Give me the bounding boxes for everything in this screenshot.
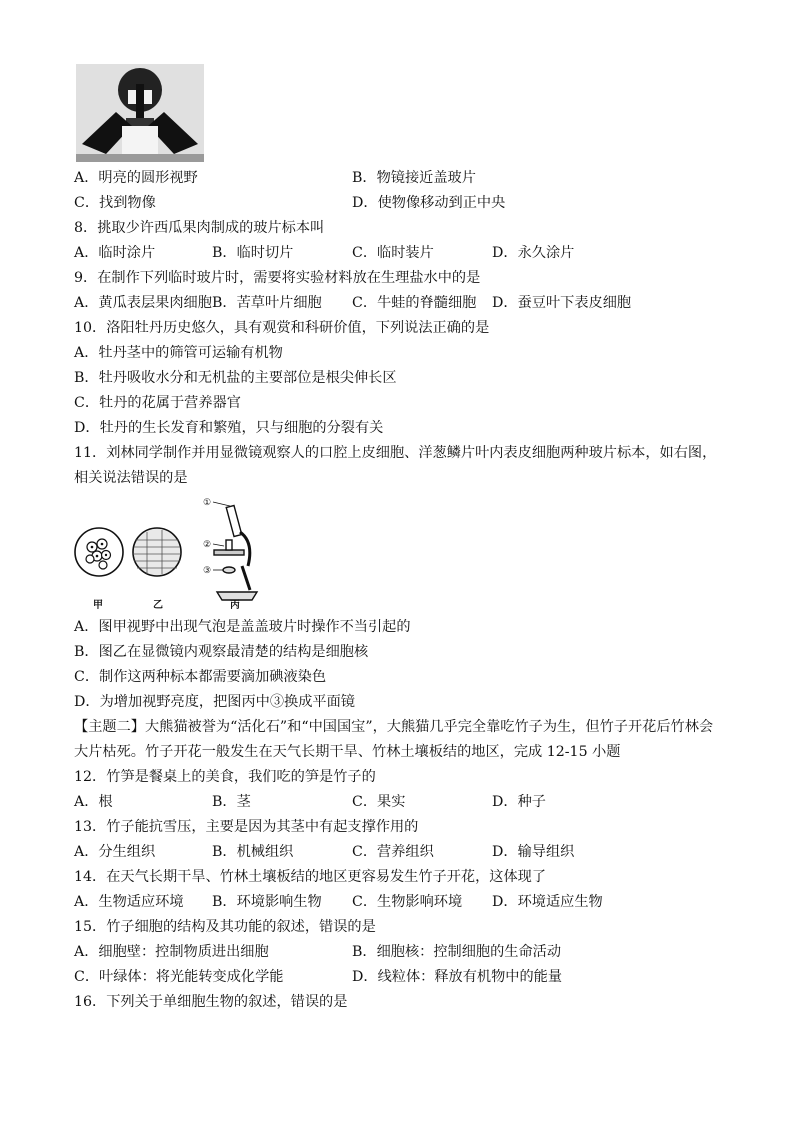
q14-stem: 14．在天气长期干旱、竹林土壤板结的地区更容易发生竹子开花，这体现了 [74, 869, 547, 885]
q14-option-a: A．生物适应环境 [74, 894, 184, 910]
q12-option-d: D．种子 [492, 794, 546, 810]
q8-option-d: D．永久涂片 [492, 245, 575, 261]
student-microscope-image [76, 64, 204, 162]
q12-option-a: A．根 [74, 794, 113, 810]
q11-option-a: A．图甲视野中出现气泡是盖盖玻片时操作不当引起的 [74, 619, 411, 635]
cell-microscope-diagram [72, 492, 262, 610]
fig-label-yi: 乙 [153, 600, 163, 610]
q9-option-d: D．蚕豆叶下表皮细胞 [492, 295, 632, 311]
theme2-intro: 【主题二】大熊猫被誉为“活化石”和“中国国宝”，大熊猫几乎完全靠吃竹子为生，但竹子开花后竹林会大片枯死。竹子开花一般发生在天气长期干旱、竹林土壤板结的地区，完成 12-15 小题 [74, 719, 714, 760]
q8-option-b: B．临时切片 [212, 245, 294, 261]
microscope-photo [76, 64, 204, 162]
q9-option-c: C．牛蛙的脊髓细胞 [352, 295, 477, 311]
q15-option-a: A．细胞壁：控制物质进出细胞 [74, 944, 269, 960]
q13-option-b: B．机械组织 [212, 844, 294, 860]
q11-option-b: B．图乙在显微镜内观察最清楚的结构是细胞核 [74, 644, 369, 660]
q11-stem: 11．刘林同学制作并用显微镜观察人的口腔上皮细胞、洋葱鳞片叶内表皮细胞两种玻片标本，如右图，相关说法错误的是 [74, 445, 717, 486]
q10-option-c: C．牡丹的花属于营养器官 [74, 395, 241, 411]
q10-stem: 10．洛阳牡丹历史悠久，具有观赏和科研价值，下列说法正确的是 [74, 320, 490, 336]
q9-option-b: B．苦草叶片细胞 [212, 295, 322, 311]
q12-option-c: C．果实 [352, 794, 406, 810]
fig-label-jia: 甲 [93, 600, 103, 610]
q13-stem: 13．竹子能抗雪压，主要是因为其茎中有起支撑作用的 [74, 819, 419, 835]
q8-stem: 8．挑取少许西瓜果肉制成的玻片标本叫 [74, 220, 325, 236]
part-label-3: ③ [203, 566, 212, 576]
q9-option-a: A．黄瓜表层果肉细胞 [74, 295, 212, 311]
q11-option-d: D．为增加视野亮度，把图丙中③换成平面镜 [74, 694, 355, 710]
q9-stem: 9．在制作下列临时玻片时，需要将实验材料放在生理盐水中的是 [74, 270, 481, 286]
q7-option-b: B．物镜接近盖玻片 [352, 170, 476, 186]
q15-option-c: C．叶绿体：将光能转变成化学能 [74, 969, 284, 985]
q15-option-d: D．线粒体：释放有机物中的能量 [352, 969, 563, 985]
q13-option-c: C．营养组织 [352, 844, 434, 860]
q8-option-a: A．临时涂片 [74, 245, 156, 261]
q10-option-a: A．牡丹茎中的筛管可运输有机物 [74, 345, 283, 361]
fig-label-bing: 丙 [230, 600, 240, 610]
q13-option-a: A．分生组织 [74, 844, 156, 860]
q15-option-b: B．细胞核：控制细胞的生命活动 [352, 944, 562, 960]
q11-figure [72, 492, 262, 610]
q8-option-c: C．临时装片 [352, 245, 434, 261]
q12-option-b: B．茎 [212, 794, 251, 810]
q13-option-d: D．输导组织 [492, 844, 575, 860]
q11-option-c: C．制作这两种标本都需要滴加碘液染色 [74, 669, 327, 685]
part-label-1: ① [203, 498, 212, 508]
q16-stem: 16．下列关于单细胞生物的叙述，错误的是 [74, 994, 348, 1010]
q7-option-d: D．使物像移动到正中央 [352, 195, 506, 211]
q15-stem: 15．竹子细胞的结构及其功能的叙述，错误的是 [74, 919, 376, 935]
q7-option-a: A．明亮的圆形视野 [74, 170, 198, 186]
q7-option-c: C．找到物像 [74, 195, 156, 211]
part-label-2: ② [203, 540, 212, 550]
q12-stem: 12．竹笋是餐桌上的美食，我们吃的笋是竹子的 [74, 769, 376, 785]
q14-option-d: D．环境适应生物 [492, 894, 603, 910]
q10-option-d: D．牡丹的生长发育和繁殖，只与细胞的分裂有关 [74, 420, 384, 436]
q14-option-c: C．生物影响环境 [352, 894, 463, 910]
q14-option-b: B．环境影响生物 [212, 894, 322, 910]
q10-option-b: B．牡丹吸收水分和无机盐的主要部位是根尖伸长区 [74, 370, 397, 386]
